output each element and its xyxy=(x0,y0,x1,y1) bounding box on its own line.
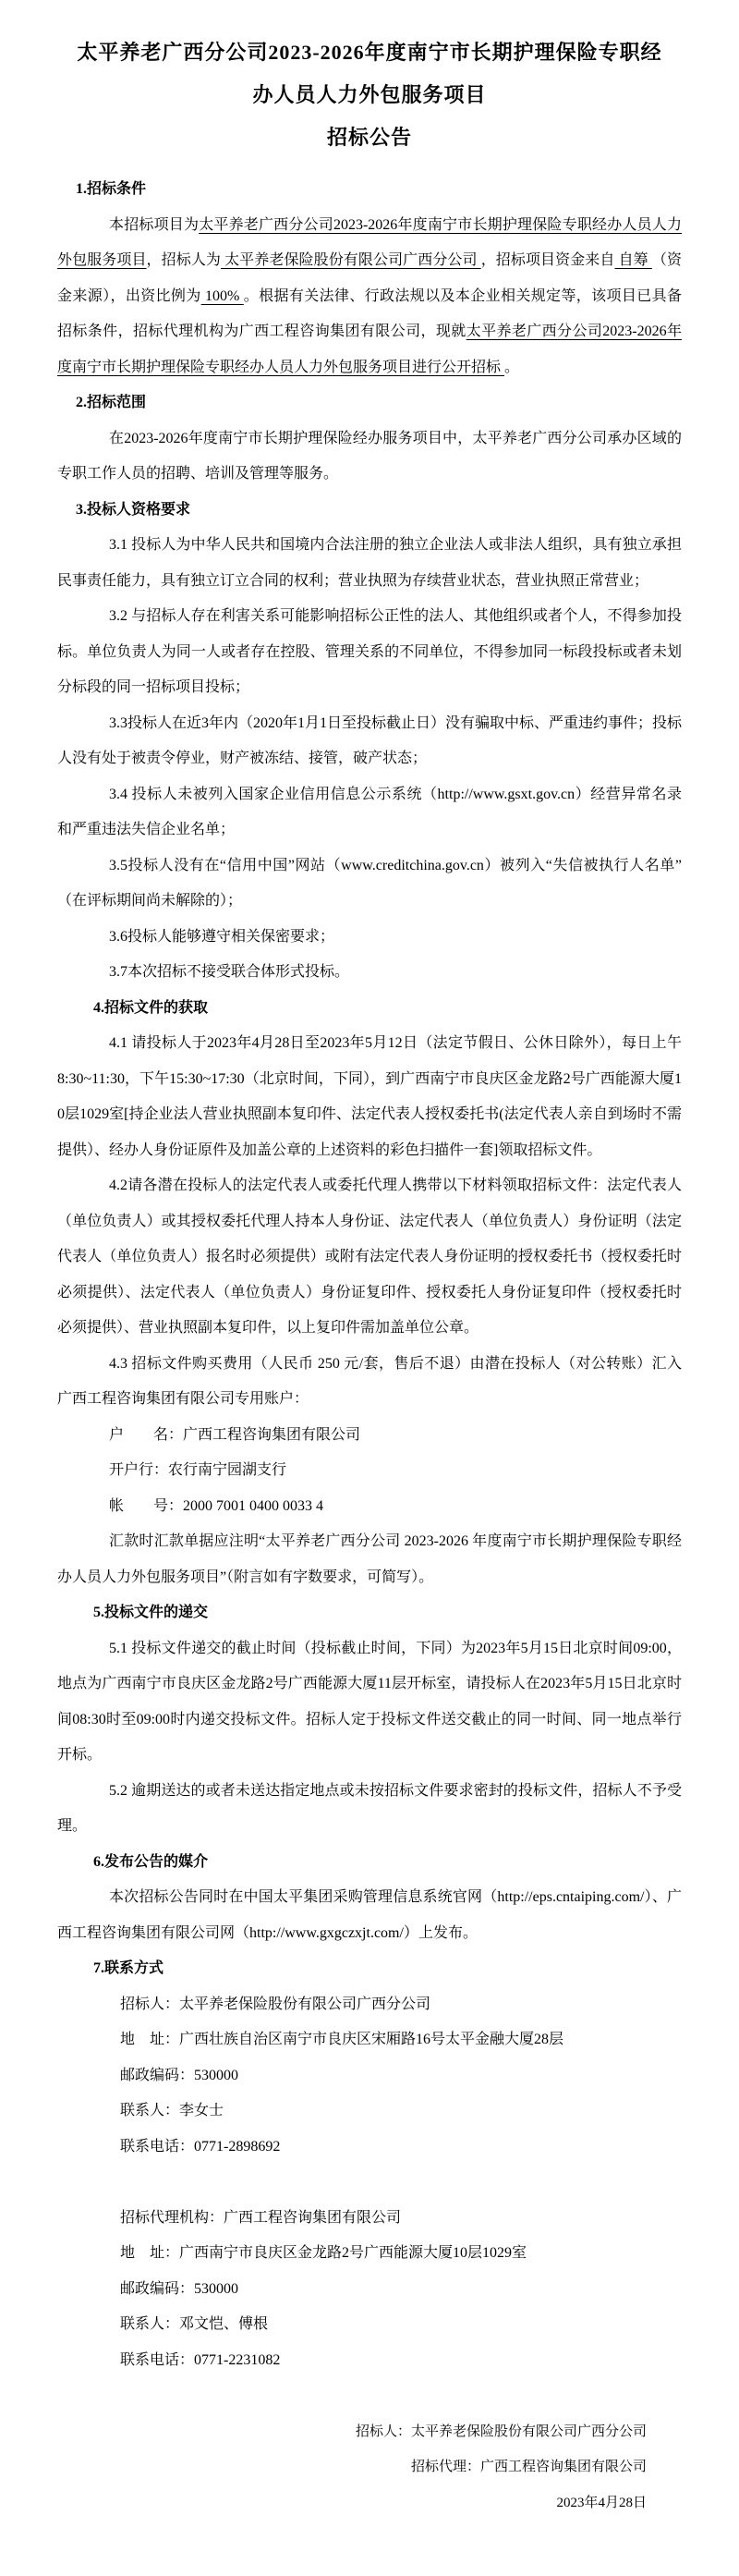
text-run: 3.4 投标人未被列入国家企业信用信息公示系统（http://www.gsxt.gov.cn）经营异常名录和严重违法失信企业名单； xyxy=(57,786,682,837)
text-run: 3.7本次招标不接受联合体形式投标。 xyxy=(109,964,350,980)
text-run: ，招标人为 xyxy=(146,252,221,268)
para-5-1 xyxy=(57,1631,682,1774)
text-run: 4.1 请投标人于2023年4月28日至2023年5月12日（法定节假日、公休日除外），每日上午8:30~11:30，下午15:30~17:30（北京时间，下同），到广西南宁市良庆区金龙路2号广西能源大厦10层1029室[持企业法人营业执照副本复印件、法定代表人授权委托书(法定代表人亲自到场时不需提供）、经办人身份证原件及加盖公章的上述资料的彩色扫描件一套]领取招标文件。 xyxy=(57,1035,682,1158)
para-4-remit-note xyxy=(57,1524,682,1595)
underlined-text: 100% xyxy=(200,287,244,304)
section-7-heading xyxy=(57,1951,682,1987)
spacer xyxy=(57,2165,682,2201)
tenderer-contact-person xyxy=(57,2094,682,2130)
document-title-line-1: 太平养老广西分公司2023-2026年度南宁市长期护理保险专职经 xyxy=(77,41,662,64)
text-run: 招标人：太平养老保险股份有限公司广西分公司 xyxy=(355,2423,647,2439)
text-run: 2023年4月28日 xyxy=(556,2495,647,2510)
agency-phone xyxy=(57,2343,682,2379)
agency-contact-person xyxy=(57,2307,682,2343)
text-run: 5.1 投标文件递交的截止时间（投标截止时间，下同）为2023年5月15日北京时间09:00，地点为广西南宁市良庆区金龙路2号广西能源大厦11层开标室，请投标人在2023年5月15日北京时间08:30时至09:00时内递交投标文件。招标人定于投标文件送交截止的同一时间、同一地点举行开标。 xyxy=(57,1640,682,1763)
text-run: 。根据有关法律、行政法规以及本企业相关规定等，该项目已具备招标条件，招标代理机构为广西工程咨询集团有限公司，现就 xyxy=(57,287,682,339)
text-run: 3.1 投标人为中华人民共和国境内合法注册的独立企业法人或非法人组织，具有独立承担民事责任能力，具有独立订立合同的权利；营业执照为存续营业状态，营业执照正常营业； xyxy=(57,537,682,589)
para-3-7 xyxy=(57,955,682,991)
para-3-6 xyxy=(57,920,682,956)
agency-postcode xyxy=(57,2272,682,2308)
text-run: （资金来源），出资比例为 xyxy=(57,252,682,304)
text-run: 3.3投标人在近3年内（2020年1月1日至投标截止日）没有骗取中标、严重违约事件；投标人没有处于被责令停业，财产被冻结、接管，破产状态； xyxy=(57,714,683,766)
bank-branch xyxy=(57,1453,682,1489)
text-run: 5.2 逾期送达的或者未送达指定地点或未按招标文件要求密封的投标文件，招标人不予受理。 xyxy=(57,1782,682,1834)
text-run: 联系电话：0771-2898692 xyxy=(120,2138,281,2155)
document-blocks xyxy=(57,172,682,2521)
para-3-2 xyxy=(57,599,682,706)
para-4-1 xyxy=(57,1026,682,1168)
text-run: 本招标项目为 xyxy=(109,216,200,233)
text-run: 5.投标文件的递交 xyxy=(93,1605,209,1620)
para-3-4 xyxy=(57,777,682,848)
para-4-3 xyxy=(57,1347,682,1418)
underlined-text: 自筹 xyxy=(614,252,652,268)
text-run: 7.联系方式 xyxy=(93,1960,164,1976)
agency-name xyxy=(57,2201,682,2237)
text-run: 地 址：广西南宁市良庆区金龙路2号广西能源大厦10层1029室 xyxy=(120,2245,527,2261)
text-run: 。 xyxy=(504,359,520,375)
signature-date xyxy=(57,2485,682,2521)
text-run: 4.招标文件的获取 xyxy=(93,999,209,1016)
text-run: 2.招标范围 xyxy=(76,395,147,410)
text-run: 6.发布公告的媒介 xyxy=(93,1853,209,1870)
text-run: 联系电话：0771-2231082 xyxy=(120,2351,281,2368)
text-run: 招标代理机构：广西工程咨询集团有限公司 xyxy=(120,2209,402,2226)
para-3-1 xyxy=(57,528,682,599)
section-5-heading xyxy=(57,1595,682,1631)
text-run: 汇款时汇款单据应注明“太平养老广西分公司 2023-2026 年度南宁市长期护理保险专职经办人员人力外包服务项目”（附言如有字数要求，可简写）。 xyxy=(57,1533,682,1585)
section-2-heading xyxy=(57,385,682,421)
text-run: 3.5投标人没有在“信用中国”网站（www.creditchina.gov.cn）被列入“失信被执行人名单”（在评标期间尚未解除的）； xyxy=(57,857,682,909)
text-run: 户 名：广西工程咨询集团有限公司 xyxy=(109,1426,361,1443)
text-run: 地 址：广西壮族自治区南宁市良庆区宋厢路16号太平金融大厦28层 xyxy=(120,2032,564,2047)
section-1-heading xyxy=(57,172,682,208)
document-subtitle: 招标公告 xyxy=(326,126,412,149)
text-run: 3.6投标人能够遵守相关保密要求； xyxy=(109,928,335,945)
section-4-heading xyxy=(57,991,682,1027)
text-run: 招标人：太平养老保险股份有限公司广西分公司 xyxy=(120,1996,431,2012)
text-run: ，招标项目资金来自 xyxy=(480,252,615,268)
bank-account-name xyxy=(57,1418,682,1454)
signature-tenderer xyxy=(57,2414,682,2450)
signature-agency xyxy=(57,2449,682,2485)
tenderer-address xyxy=(57,2022,682,2058)
section-6-heading xyxy=(57,1845,682,1881)
underlined-text: 太平养老广西分公司2023-2026年度南宁市长期护理保险专职经办人员人力外包服务项目进行公开招标 xyxy=(57,324,682,375)
text-run: 联系人：李女士 xyxy=(120,2103,224,2118)
text-run: 招标代理：广西工程咨询集团有限公司 xyxy=(410,2460,647,2474)
text-run: 邮政编码：530000 xyxy=(120,2067,239,2083)
underlined-text: 太平养老保险股份有限公司广西分公司 xyxy=(221,252,481,268)
para-6-1 xyxy=(57,1880,682,1951)
para-4-2 xyxy=(57,1168,682,1347)
text-run: 开户行：农行南宁园湖支行 xyxy=(109,1462,287,1478)
spacer xyxy=(57,2378,682,2414)
text-run: 4.2请各潜在投标人的法定代表人或委托代理人携带以下材料领取招标文件：法定代表人（单位负责人）或其授权委托代理人持本人身份证、法定代表人（单位负责人）身份证明（法定代表人（单位负责人）报名时必须提供）或附有法定代表人身份证明的授权委托书（授权委托时必须提供）、法定代表人（单位负责人）身份证复印件、授权委托人身份证复印件（授权委托时必须提供）、营业执照副本复印件，以上复印件需加盖单位公章。 xyxy=(57,1178,682,1336)
para-1-1 xyxy=(57,208,682,386)
text-run: 4.3 招标文件购买费用（人民币 250 元/套，售后不退）由潜在投标人（对公转账）汇入广西工程咨询集团有限公司专用账户： xyxy=(57,1355,682,1407)
text-run: 帐 号：2000 7001 0400 0033 4 xyxy=(109,1497,324,1514)
underlined-text: 太平养老广西分公司2023-2026年度南宁市长期护理保险专职经办人员人力外包服务项目 xyxy=(57,216,682,268)
text-run: 3.投标人资格要求 xyxy=(76,501,191,518)
agency-address xyxy=(57,2236,682,2272)
para-5-2 xyxy=(57,1774,682,1845)
tenderer-postcode xyxy=(57,2058,682,2094)
tenderer-phone xyxy=(57,2130,682,2166)
para-3-3 xyxy=(57,706,682,777)
para-3-5 xyxy=(57,848,682,920)
text-run: 1.招标条件 xyxy=(76,181,147,197)
text-run: 邮政编码：530000 xyxy=(120,2280,239,2297)
text-run: 3.2 与招标人存在利害关系可能影响招标公正性的法人、其他组织或者个人，不得参加投标。单位负责人为同一人或者存在控股、管理关系的不同单位，不得参加同一标段投标或者未划分标段的同一招标项目投标； xyxy=(57,608,682,695)
text-run: 本次招标公告同时在中国太平集团采购管理信息系统官网（http://eps.cntaiping.com/）、广西工程咨询集团有限公司网（http://www.gxgczxjt.com/）上发布。 xyxy=(57,1889,682,1941)
text-run: 联系人：邓文恺、傅根 xyxy=(120,2316,269,2332)
para-2-1 xyxy=(57,421,682,493)
section-3-heading xyxy=(57,493,682,529)
bank-account-number xyxy=(57,1489,682,1525)
text-run: 在2023-2026年度南宁市长期护理保险经办服务项目中，太平养老广西分公司承办区域的专职工作人员的招聘、培训及管理等服务。 xyxy=(57,430,682,482)
document-title-line-2: 办人员人力外包服务项目 xyxy=(252,83,487,106)
tenderer-name xyxy=(57,1987,682,2023)
